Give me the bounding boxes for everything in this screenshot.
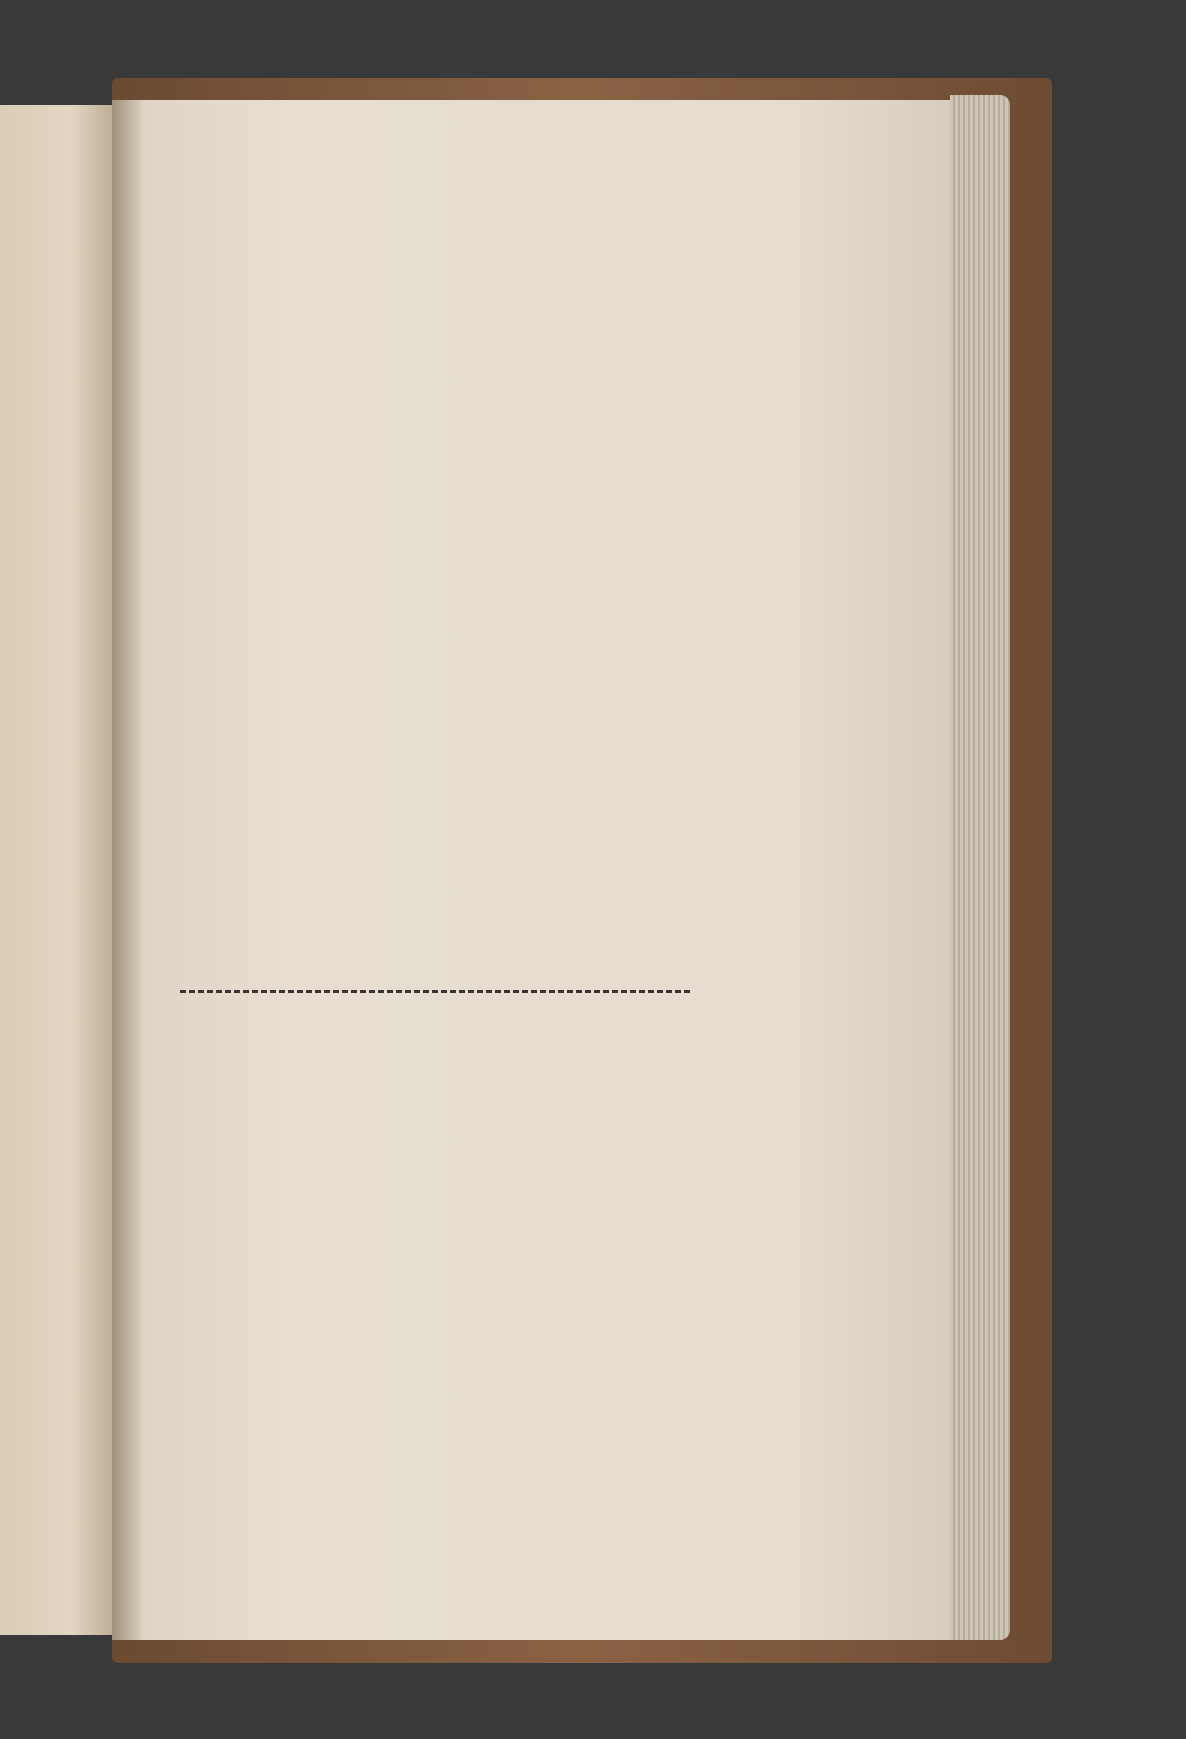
right-page bbox=[122, 100, 962, 1640]
body-line bbox=[235, 1250, 690, 1290]
catchword bbox=[600, 1495, 690, 1535]
body-line bbox=[235, 1292, 690, 1332]
gutter bbox=[112, 100, 142, 1640]
left-page bbox=[0, 105, 118, 1635]
section-rule bbox=[180, 990, 690, 993]
page-edges bbox=[950, 95, 1010, 1640]
